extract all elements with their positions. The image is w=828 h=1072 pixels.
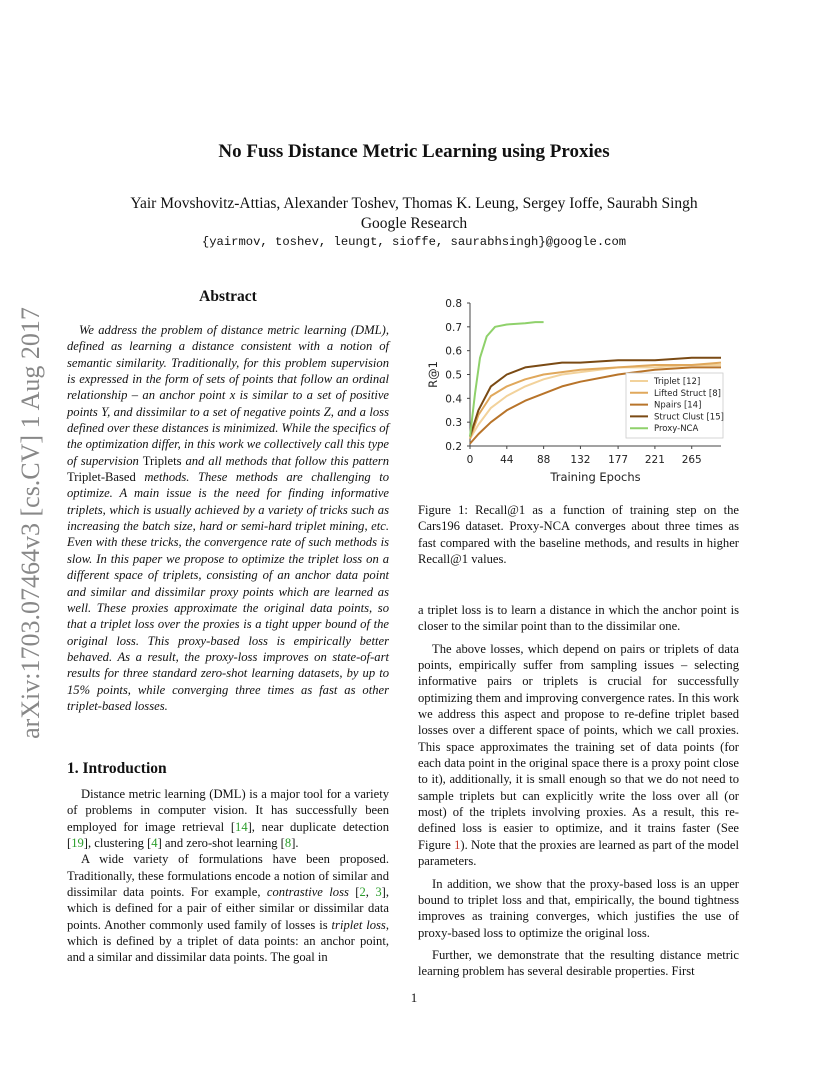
right-paragraph-1: The above losses, which depend on pairs or triplets of data points, empirically suffer from sampling issues – selecting informative pairs or triplets is crucial for successfully optimizing them and improving convergence rates. In this work we address this aspect and propose to re-define triplet based losses over a different space of points, which we call proxies. This space approximates the training set of data points (for each data point in the original space there is a proxy point close to it), additionally, it is small enough so that we do not need to sample triplets but can explicitly write the loss over all (or most) of the triplets involving proxies. As a result, this re-defined loss is easier to optimize, and it trains faster (See Figure 1). Note that the proxies are learned as part of the model parameters. (418, 641, 740, 869)
x-tick-label: 0 (466, 454, 474, 466)
recall-chart (418, 288, 740, 488)
section-heading-introduction: 1. Introduction (67, 760, 167, 777)
y-tick-label: 0.6 (445, 345, 462, 358)
x-tick-label: 265 (681, 454, 702, 466)
x-tick-label: 177 (608, 454, 629, 466)
y-tick-label: 0.4 (445, 393, 462, 406)
math-var-z: Z (323, 404, 331, 419)
x-tick-label: 44 (500, 454, 514, 466)
arxiv-identifier: arXiv:1703.07464v3 [cs.CV] 1 Aug 2017 (16, 307, 45, 739)
math-var-y: Y (101, 404, 108, 419)
x-tick-label: 132 (570, 454, 591, 466)
right-column-text (418, 602, 739, 986)
intro-paragraph-1: Distance metric learning (DML) is a major tool for a variety of problems in computer vision. It has successfully been employed for image retrieval [14], near duplicate detection [19], clustering [4] and zero-shot learning [8]. (67, 787, 389, 851)
y-tick-label: 0.8 (445, 298, 462, 310)
abstract-heading: Abstract (199, 288, 257, 305)
y-tick-label: 0.7 (445, 321, 462, 334)
abstract-paragraph: We address the problem of distance metric learning (DML), defined as learning a distance consistent with a notion of semantic similarity. Traditionally, for this problem supervision is expressed in the form of sets of points that follow an ordinal relationship – an anchor point x is similar to a set of positive points Y, and dissimilar to a set of negative points Z, and a loss defined over these distances is minimized. While the specifics of the optimization differ, in this work we collectively call this type of supervision Triplets and all methods that follow this pattern Triplet-Based methods. These methods are challenging to optimize. A main issue is the need for finding informative triplets, which is usually achieved by a variety of tricks such as increasing the batch size, hard or semi-hard triplet mining, etc. Even with these tricks, the convergence rate of such methods is slow. In this paper we propose to optimize the triplet loss on a different space of triplets, consisting of an anchor data point and similar and dissimilar proxy points which are learned as well. These proxies approximate the original data points, so that a triplet loss over the proxies is a tight upper bound of the original loss. This proxy-based loss is empirically better behaved. As a result, the proxy-loss improves on state-of-art results for three standard zero-shot learning datasets, by up to 15% points, while converging three times as fast as other triplet-based losses. (67, 323, 389, 713)
right-paragraph-2: In addition, we show that the proxy-based loss is an upper bound to triplet loss and that, empirically, the bound tightness improves as training converges, which justifies the use of proxy-based loss to optimize the original loss. (418, 876, 739, 940)
legend-entry: Triplet [12] (654, 377, 701, 387)
x-axis-label: Training Epochs (550, 470, 641, 484)
author-block (60, 194, 768, 234)
legend-entry: Struct Clust [15] (654, 412, 724, 423)
intro-paragraph-2: A wide variety of formulations have been proposed. Traditionally, these formulations encode a notion of similar and dissimilar data points. For example, contrastive loss [2, 3], which is defined for a pair of either similar or dissimilar data points. Another commonly used family of losses is triplet loss, which is defined by a triplet of data points: an anchor point, and a similar and dissimilar data points. The goal in (67, 852, 389, 965)
citation-link[interactable]: 3 (375, 885, 382, 900)
citation-link[interactable]: 2 (359, 885, 366, 900)
y-tick-label: 0.2 (445, 441, 462, 453)
figure-caption: Figure 1: Recall@1 as a function of training step on the Cars196 dataset. Proxy-NCA converges about three times as fast compared with the baseline methods, and results in higher Recall@1 values. (418, 503, 739, 567)
legend-entry: Proxy-NCA (654, 424, 699, 435)
term-triplet-based: Triplet-Based (67, 470, 136, 485)
abstract-text (67, 322, 389, 714)
x-tick-label: 221 (644, 454, 665, 466)
legend-entry: Lifted Struct [8] (654, 388, 721, 399)
author-list: Yair Movshovitz-Attias, Alexander Toshev, Thomas K. Leung, Sergey Ioffe, Saurabh Singh (130, 195, 698, 212)
right-paragraph-3: Further, we demonstrate that the resulting distance metric learning problem has several desirable properties. First (418, 947, 739, 979)
citation-link[interactable]: 19 (71, 836, 84, 851)
affiliation: Google Research (360, 215, 468, 232)
y-tick-label: 0.5 (445, 369, 462, 382)
figure-reference-link[interactable]: 1 (454, 837, 461, 852)
author-emails: {yairmov, toshev, leungt, sioffe, saurabhsingh}@google.com (201, 235, 627, 249)
citation-link[interactable]: 4 (151, 836, 158, 851)
paper-title: No Fuss Distance Metric Learning using Proxies (218, 141, 610, 162)
y-tick-label: 0.3 (445, 417, 462, 430)
term-contrastive-loss: contrastive loss (266, 885, 349, 900)
term-triplet-loss: triplet loss (331, 917, 386, 932)
series-line-5 (470, 322, 544, 436)
y-axis-label: R@1 (426, 361, 440, 388)
x-tick-label: 88 (536, 454, 551, 466)
introduction-text (67, 786, 389, 966)
arxiv-sidebar (6, 288, 56, 758)
legend-entry: Npairs [14] (654, 400, 702, 411)
right-paragraph-0: a triplet loss is to learn a distance in which the anchor point is closer to the similar point than to the dissimilar one. (418, 603, 739, 634)
term-triplets: Triplets (142, 453, 182, 468)
page-number: 1 (410, 990, 418, 1005)
citation-link[interactable]: 14 (235, 819, 248, 834)
citation-link[interactable]: 8 (284, 836, 292, 851)
math-var-x: x (229, 388, 236, 403)
